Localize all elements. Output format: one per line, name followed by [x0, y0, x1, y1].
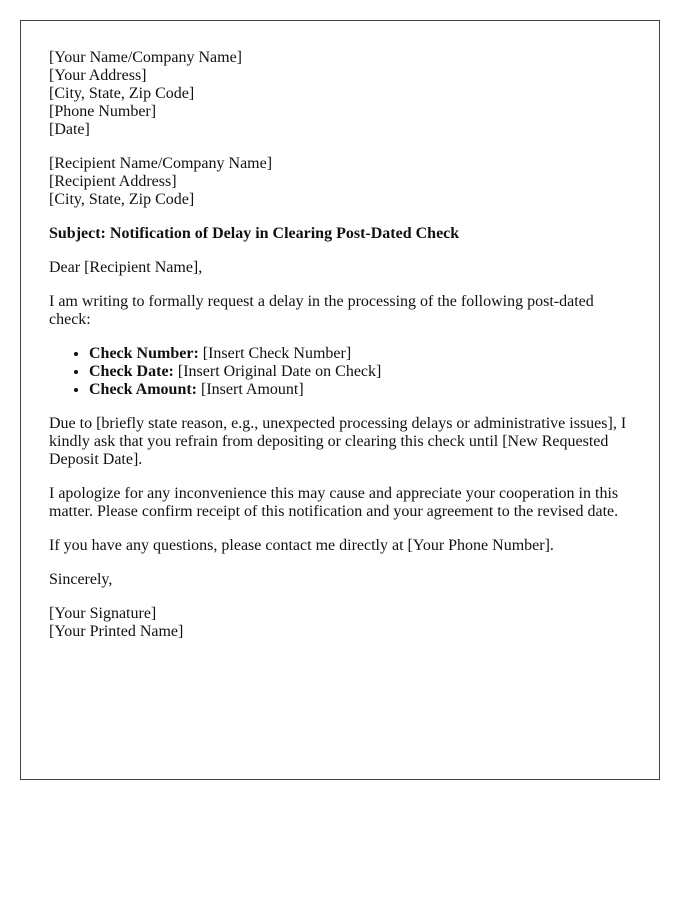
closing: Sincerely,: [49, 571, 113, 588]
sender-city-state-zip: [City, State, Zip Code]: [49, 85, 195, 102]
apology-paragraph: I apologize for any inconvenience this may cause and appreciate your cooperation in this matter. Please confirm receipt of this notification and your agreement to the revised date.: [49, 485, 619, 520]
sender-address: [Your Address]: [49, 67, 147, 84]
intro-paragraph: I am writing to formally request a delay in the processing of the following post-dated check:: [49, 293, 594, 328]
recipient-address: [Recipient Address]: [49, 173, 177, 190]
printed-name: [Your Printed Name]: [49, 623, 184, 640]
check-number-label: Check Number:: [89, 345, 199, 362]
signature-block: [49, 605, 631, 641]
subject-line: Subject: Notification of Delay in Clearing Post-Dated Check: [49, 225, 460, 242]
check-number-value: [Insert Check Number]: [198, 345, 352, 362]
check-amount-item: [89, 381, 631, 399]
recipient-name: [Recipient Name/Company Name]: [49, 155, 273, 172]
recipient-address-block: [49, 155, 631, 209]
check-date-item: [89, 363, 631, 381]
contact-paragraph: If you have any questions, please contact me directly at [Your Phone Number].: [49, 537, 554, 554]
check-date-value: [Insert Original Date on Check]: [173, 363, 382, 380]
check-amount-label: Check Amount:: [89, 381, 198, 398]
check-amount-value: [Insert Amount]: [197, 381, 304, 398]
sender-name: [Your Name/Company Name]: [49, 49, 243, 66]
salutation: Dear [Recipient Name],: [49, 259, 203, 276]
letter-date: [Date]: [49, 121, 90, 138]
sender-phone: [Phone Number]: [49, 103, 157, 120]
sender-address-block: [49, 49, 631, 139]
check-number-item: [89, 345, 631, 363]
check-details-list: [49, 345, 631, 399]
signature: [Your Signature]: [49, 605, 157, 622]
check-date-label: Check Date:: [89, 363, 174, 380]
letter-page: [20, 20, 660, 780]
reason-paragraph: Due to [briefly state reason, e.g., unexpected processing delays or administrative issues], I kindly ask that you refrain from depositing or clearing this check until [New Requested Deposit Date].: [49, 415, 627, 468]
recipient-city-state-zip: [City, State, Zip Code]: [49, 191, 195, 208]
